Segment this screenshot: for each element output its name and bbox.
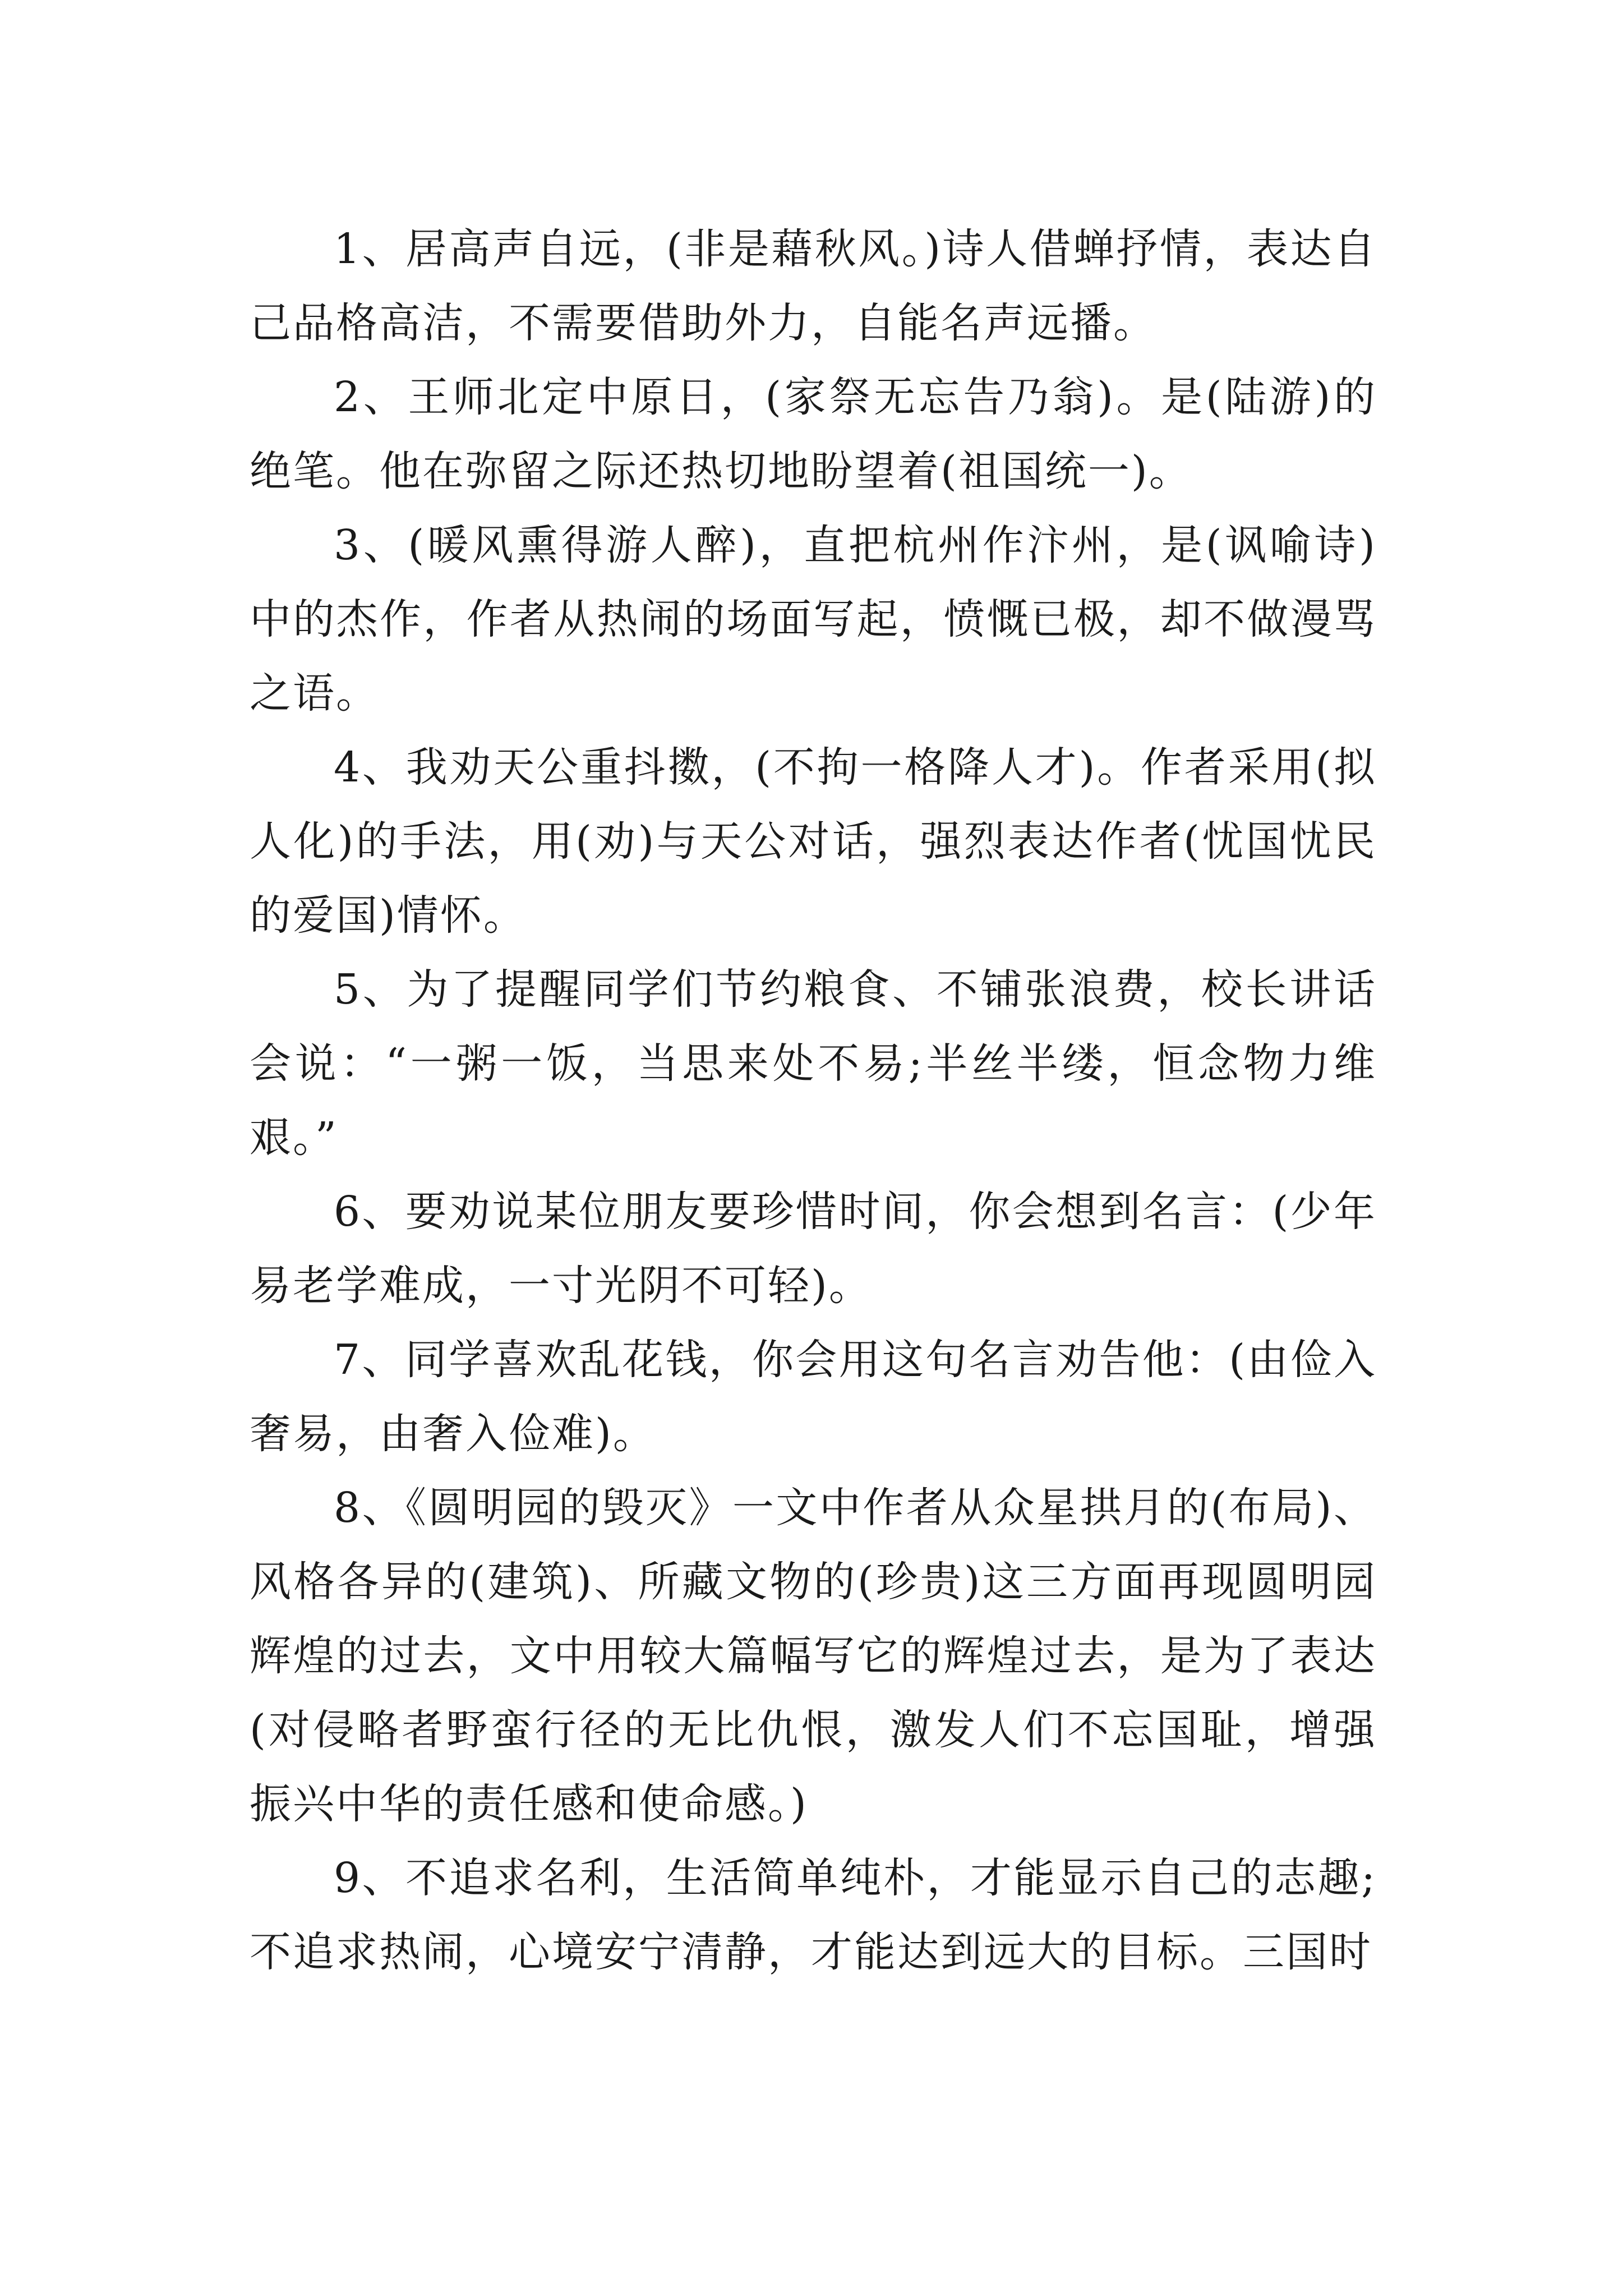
paragraph-4: 4、我劝天公重抖擞，(不拘一格降人才)。作者采用(拟人化)的手法，用(劝)与天公对话，强烈表达作者(忧国忧民的爱国)情怀。	[250, 743, 1377, 940]
paragraph-2: 2、王师北定中原日，(家祭无忘告乃翁)。是(陆游)的绝笔。他在弥留之际还热切地盼望着(祖国统一)。	[250, 373, 1377, 495]
paragraph-8: 8、《圆明园的毁灭》一文中作者从众星拱月的(布局)、风格各异的(建筑)、所藏文物的(珍贵)这三方面再现圆明园辉煌的过去，文中用较大篇幅写它的辉煌过去，是为了表达(对侵略者野蛮行径的无比仇恨，激发人们不忘国耻，增强振兴中华的责任感和使命感。)	[250, 1484, 1377, 1828]
paragraph-3: 3、(暖风熏得游人醉)，直把杭州作汴州，是(讽喻诗)中的杰作，作者从热闹的场面写起，愤慨已极，却不做漫骂之语。	[250, 521, 1377, 717]
paragraph-5: 5、为了提醒同学们节约粮食、不铺张浪费，校长讲话会说：“一粥一饭，当思来处不易;半丝半缕，恒念物力维艰。”	[250, 965, 1377, 1162]
document-body	[250, 212, 1377, 1989]
paragraph-1: 1、居高声自远，(非是藉秋风。)诗人借蝉抒情，表达自己品格高洁，不需要借助外力，自能名声远播。	[250, 225, 1377, 347]
paragraph-7: 7、同学喜欢乱花钱，你会用这句名言劝告他：(由俭入奢易，由奢入俭难)。	[250, 1336, 1377, 1458]
paragraph-9: 9、不追求名利，生活简单纯朴，才能显示自己的志趣;不追求热闹，心境安宁清静，才能达到远大的目标。三国时	[250, 1854, 1377, 1976]
paragraph-6: 6、要劝说某位朋友要珍惜时间，你会想到名言：(少年易老学难成，一寸光阴不可轻)。	[250, 1188, 1377, 1310]
